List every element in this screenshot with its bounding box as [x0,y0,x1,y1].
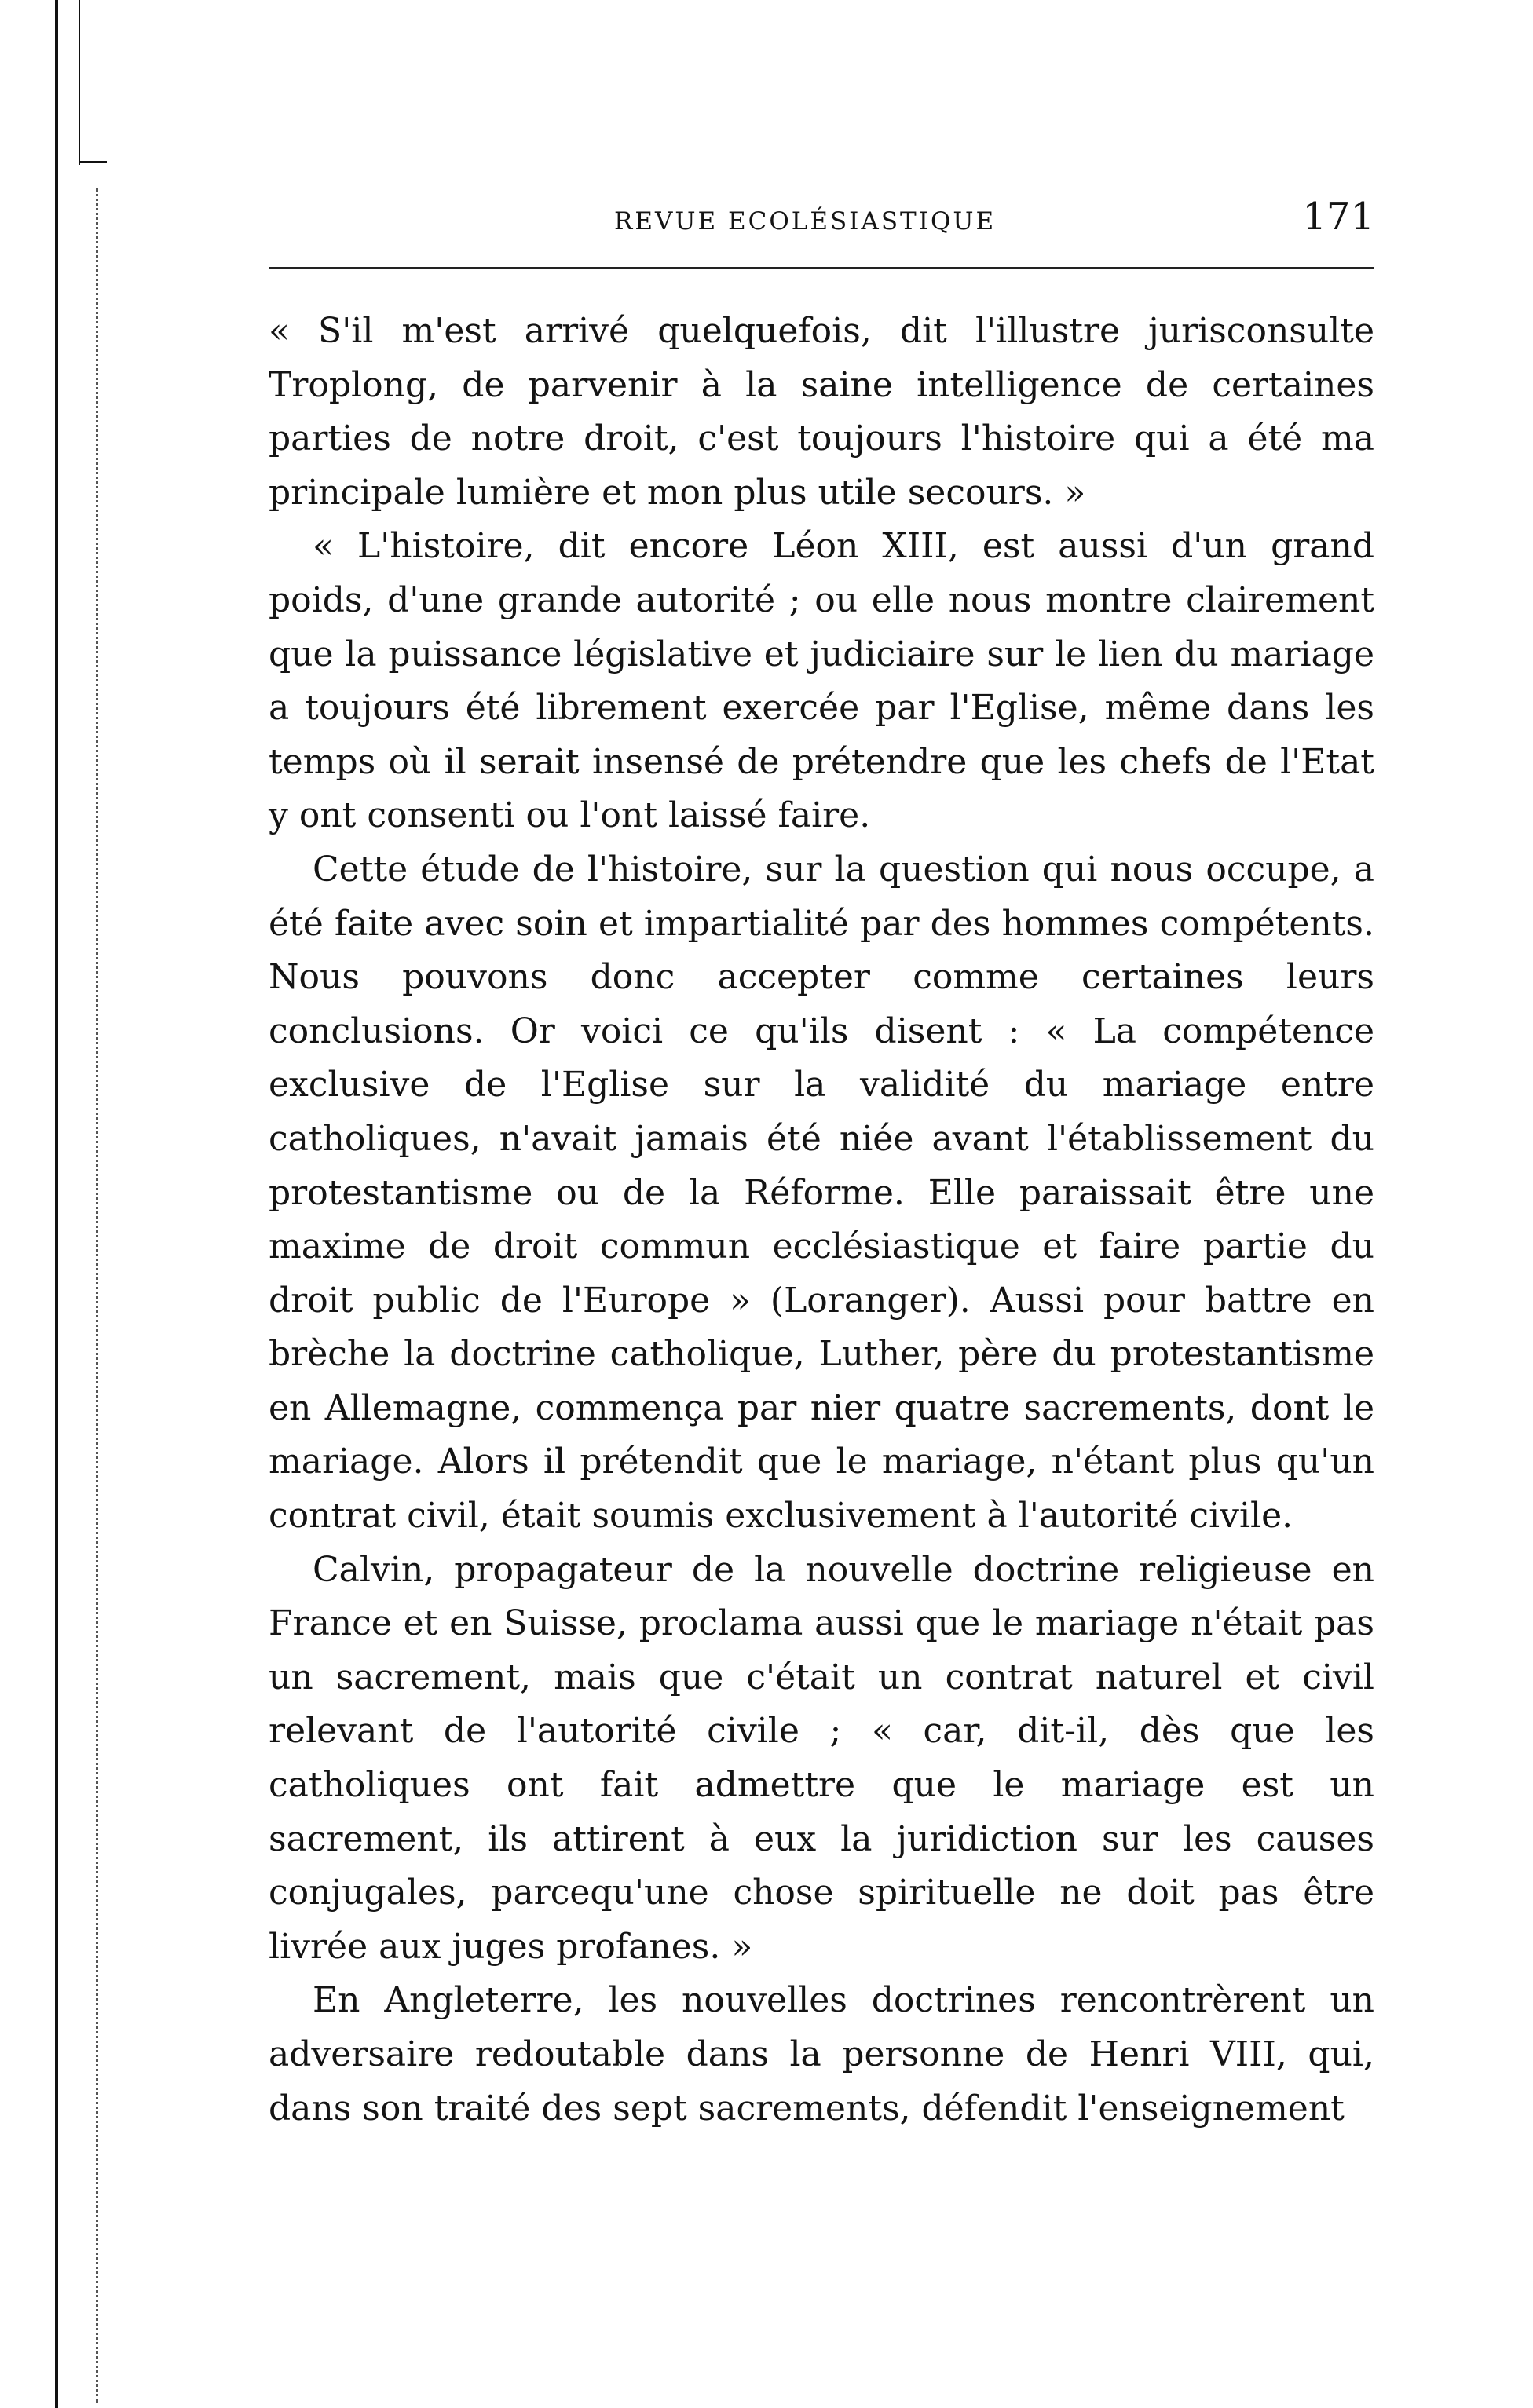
binding-edge-dots [96,188,98,2403]
page-header [269,195,1374,242]
page-number: 171 [1302,195,1374,239]
paragraph: En Angleterre, les nouvelles doctrines rencontrèrent un adversaire redoutable dans la personne de Henri VIII, qui, dans son traité des sept sacrements, défendit l'enseignement [269,1980,1374,2128]
paragraph: Calvin, propagateur de la nouvelle doctrine religieuse en France et en Suisse, proclama aussi que le mariage n'était pas un sacrement, mais que c'était un contrat naturel et civil relevant de l'autorité civile ; « car, dit-il, dès que les catholiques ont fait admettre que le mariage est un sacrement, ils attirent à eux la juridiction sur les causes conjugales, parcequ'une chose spirituelle ne doit pas être livrée aux juges profanes. » [269,1549,1374,1967]
body-text [269,305,1374,2136]
header-rule [269,267,1374,269]
running-head: REVUE ECOLÉSIASTIQUE [614,207,997,236]
binding-edge-line [80,161,107,163]
binding-edge-line [55,0,58,2408]
paragraph: Cette étude de l'histoire, sur la question qui nous occupe, a été faite avec soin et impartialité par des hommes compétents. Nous pouvons donc accepter comme certaines leurs conclusions. Or voici ce qu'ils disent : « La compétence exclusive de l'Eglise sur la validité du mariage entre catholiques, n'avait jamais été niée avant l'établissement du protestantisme ou de la Réforme. Elle paraissait être une maxime de droit commun ecclésiastique et faire partie du droit public de l'Europe » (Loranger). Aussi pour battre en brèche la doctrine catholique, Luther, père du protestantisme en Allemagne, commença par nier quatre sacrements, dont le mariage. Alors il prétendit que le mariage, n'étant plus qu'un contrat civil, était soumis exclusivement à l'autorité civile. [269,849,1374,1537]
binding-edge-line [79,0,80,165]
paragraph: « S'il m'est arrivé quelquefois, dit l'illustre jurisconsulte Troplong, de parvenir à la saine intelligence de certaines parties de notre droit, c'est toujours l'histoire qui a été ma principale lumière et mon plus utile secours. » [269,311,1374,513]
paragraph: « L'histoire, dit encore Léon XIII, est aussi d'un grand poids, d'une grande autorité ; ou elle nous montre clairement que la puissance législative et judiciaire sur le lien du mariage a toujours été librement exercée par l'Eglise, même dans les temps où il serait insensé de prétendre que les chefs de l'Etat y ont consenti ou l'ont laissé faire. [269,526,1374,836]
